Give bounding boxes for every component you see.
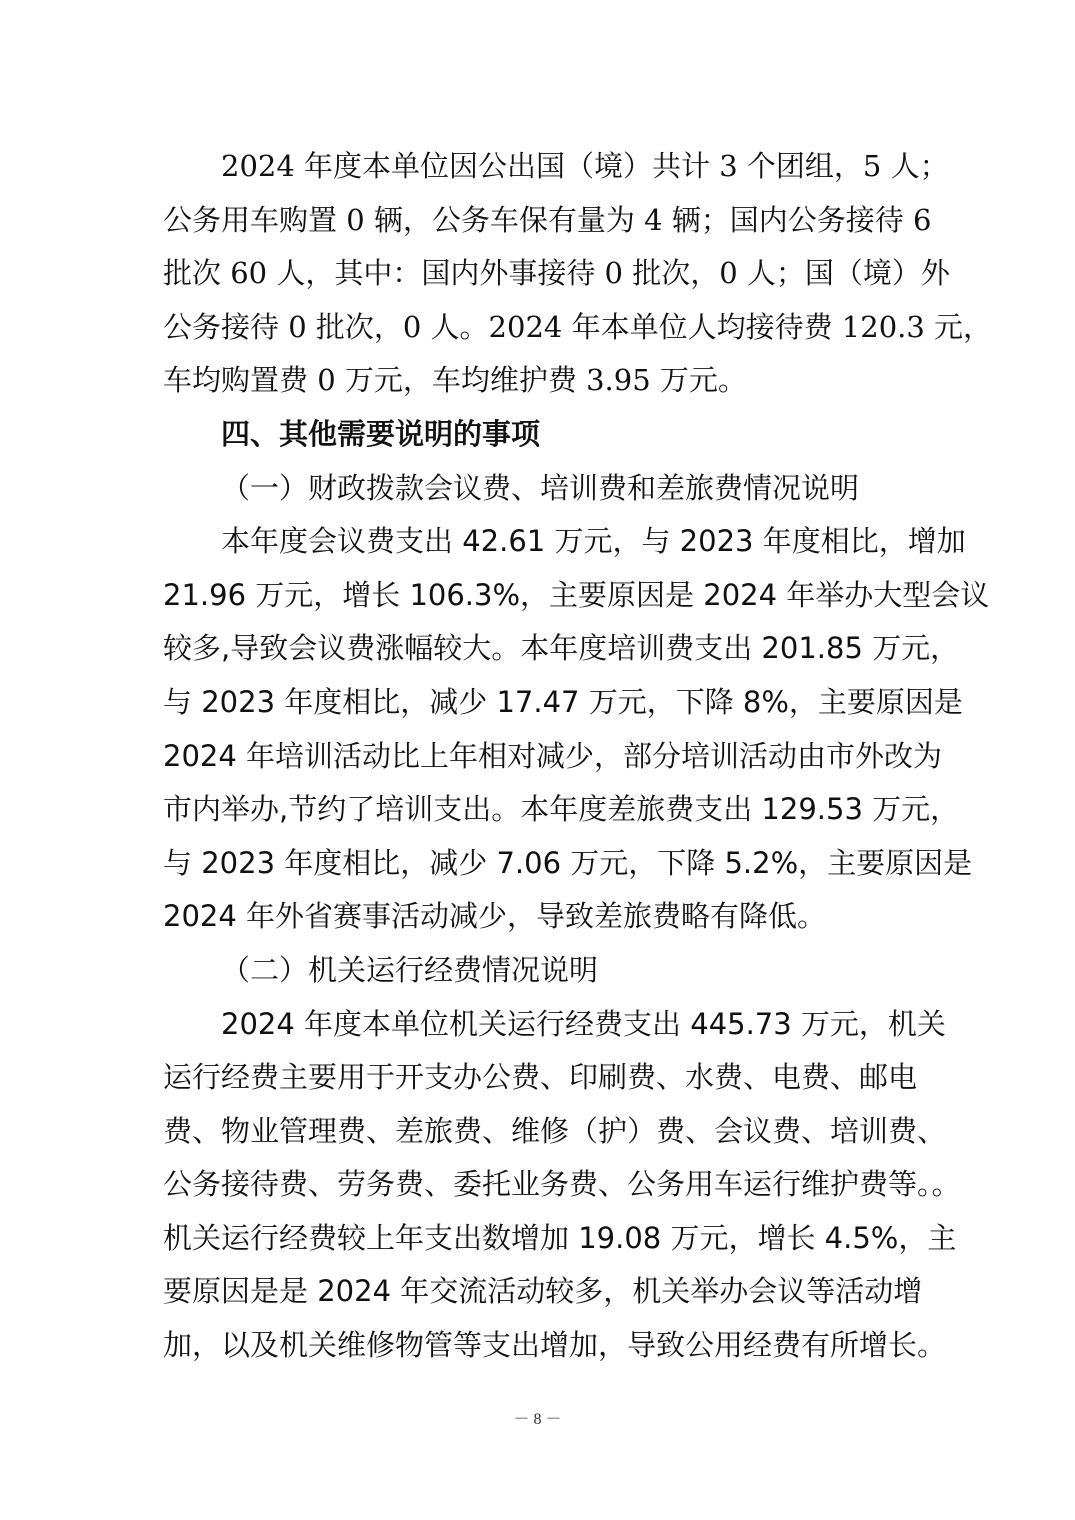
document-page [163, 140, 993, 1373]
paragraph-line: 车均购置费 0 万元，车均维护费 3.95 万元。 [163, 363, 747, 398]
paragraph-line: 与 2023 年度相比，减少 7.06 万元，下降 5.2%，主要原因是 [163, 845, 973, 880]
section-heading: 四、其他需要说明的事项 [221, 416, 541, 451]
page-number: － 8 － [513, 1411, 562, 1428]
paragraph-line: 2024 年度本单位机关运行经费支出 445.73 万元，机关 [221, 1006, 946, 1041]
paragraph-line: 2024 年度本单位因公出国（境）共计 3 个团组，5 人； [221, 149, 949, 183]
subsection-heading: （一）财政拨款会议费、培训费和差旅费情况说明 [221, 470, 860, 505]
paragraph-line: 加，以及机关维修物管等支出增加，导致公用经费有所增长。 [163, 1328, 947, 1363]
paragraph-line: 批次 60 人，其中：国内外事接待 0 批次，0 人；国（境）外 [163, 256, 950, 291]
paragraph-line: 要原因是是 2024 年交流活动较多，机关举办会议等活动增 [163, 1274, 923, 1309]
paragraph-line: 费、物业管理费、差旅费、维修（护）费、会议费、培训费、 [163, 1113, 947, 1148]
paragraph-line: 公务接待 0 批次，0 人。2024 年本单位人均接待费 120.3 元， [163, 309, 993, 344]
paragraph-line: 机关运行经费较上年支出数增加 19.08 万元，增长 4.5%，主 [163, 1220, 957, 1255]
paragraph-line: 与 2023 年度相比，减少 17.47 万元，下降 8%，主要原因是 [163, 684, 963, 719]
paragraph-line: 公务用车购置 0 辆，公务车保有量为 4 辆；国内公务接待 6 [163, 202, 932, 237]
paragraph-line: 公务接待费、劳务费、委托业务费、公务用车运行维护费等。。 [163, 1167, 961, 1202]
paragraph-line: 本年度会议费支出 42.61 万元，与 2023 年度相比，增加 [221, 524, 966, 559]
paragraph-line: 运行经费主要用于开支办公费、印刷费、水费、电费、邮电 [163, 1060, 918, 1095]
paragraph-line: 较多,导致会议费涨幅较大。本年度培训费支出 201.85 万元， [163, 631, 960, 666]
paragraph-line: 市内举办,节约了培训支出。本年度差旅费支出 129.53 万元， [163, 792, 960, 827]
paragraph-line: 21.96 万元，增长 106.3%，主要原因是 2024 年举办大型会议 [163, 577, 990, 612]
subsection-heading: （二）机关运行经费情况说明 [221, 952, 599, 987]
paragraph-line: 2024 年外省赛事活动减少，导致差旅费略有降低。 [163, 899, 827, 934]
paragraph-line: 2024 年培训活动比上年相对减少，部分培训活动由市外改为 [163, 738, 943, 773]
